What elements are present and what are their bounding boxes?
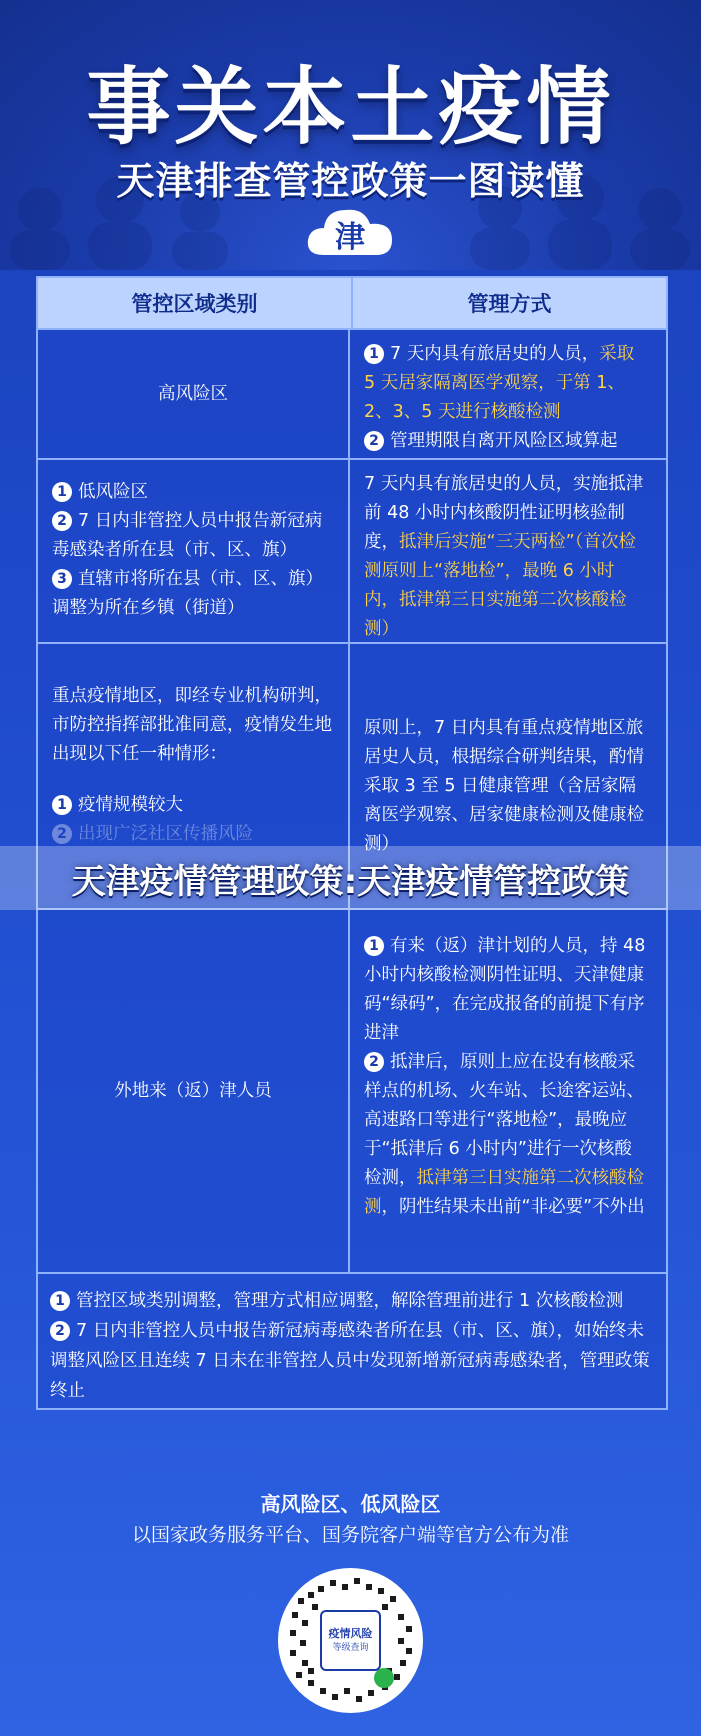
bottom-title: 高风险区、低风险区: [260, 1492, 441, 1516]
policy-table: [36, 276, 668, 1410]
page-title: 事关本土疫情: [86, 58, 615, 156]
qr-label-line2: 等级查询: [332, 1642, 369, 1653]
number-badge: 2: [52, 511, 72, 531]
row1-category: 高风险区: [38, 330, 350, 458]
row3-left-1: 疫情规模较大: [78, 795, 183, 815]
number-badge: 1: [364, 344, 384, 364]
header-area: [0, 0, 701, 270]
row4-method: [350, 910, 662, 1272]
row2-left-3: 直辖市将所在县（市、区、旗）调整为所在乡镇（街道）: [52, 569, 323, 618]
qr-code[interactable]: [278, 1568, 423, 1713]
overlay-banner: 天津疫情管理政策:天津疫情管控政策: [0, 846, 701, 910]
row4-text-2a: 抵津后，原则上应在设有核酸采样点的机场、火车站、长途客运站、高速路口等进行“落地检”，最晚应于“抵津后 6 小时内”进行一次核酸检测，: [364, 1052, 644, 1188]
number-badge: 2: [50, 1321, 70, 1341]
number-badge: 1: [52, 482, 72, 502]
table-header: [38, 278, 666, 328]
row3-left-2: 出现广泛社区传播风险: [78, 824, 253, 844]
row1-text-a: 7 天内具有旅居史的人员，: [390, 344, 600, 364]
number-badge: 1: [364, 936, 384, 956]
row2-method: [350, 460, 662, 642]
row1-text-b: 管理期限自离开风险区域算起: [390, 431, 618, 451]
table-row: [38, 908, 666, 1272]
table-footer-notes: [38, 1272, 666, 1408]
qr-center-label: [320, 1610, 381, 1671]
number-badge: 2: [364, 1052, 384, 1072]
row3-intro: 重点疫情地区，即经专业机构研判，市防控指挥部批准同意，疫情发生地出现以下任一种情形：: [52, 686, 332, 764]
table-row: [38, 328, 666, 458]
row2-category: [38, 460, 350, 642]
row1-method: [350, 330, 662, 458]
qr-label-line1: 疫情风险: [328, 1626, 373, 1640]
footer-note-1: 管控区域类别调整，管理方式相应调整，解除管理前进行 1 次核酸检测: [76, 1291, 624, 1311]
row2-left-1: 低风险区: [78, 482, 148, 502]
column-header-method: 管理方式: [351, 278, 666, 328]
page-subtitle: 天津排查管控政策一图读懂: [116, 159, 585, 203]
number-badge: 1: [50, 1291, 70, 1311]
logo-char: 津: [335, 220, 365, 255]
footer-note-2: 7 日内非管控人员中报告新冠病毒感染者所在县（市、区、旗），如始终未调整风险区且连续 7 日未在非管控人员中发现新增新冠病毒感染者，管理政策终止: [50, 1321, 650, 1401]
row4-highlight: 抵津第三日实施第二次核酸检测: [364, 1168, 644, 1217]
table-row: [38, 458, 666, 642]
column-header-category: 管控区域类别: [131, 292, 258, 316]
bottom-subtitle: 以国家政务服务平台、国务院客户端等官方公布为准: [131, 1524, 569, 1546]
row2-text: 7 天内具有旅居史的人员，实施抵津前 48 小时内核酸阴性证明核验制度，: [364, 474, 644, 552]
row1-highlight: 采取 5 天居家隔离医学观察，于第 1、2、3、5 天进行核酸检测: [364, 344, 635, 422]
row4-text-2b: ，阴性结果未出前“非必要”不外出: [381, 1197, 645, 1217]
row2-highlight: 抵津后实施“三天两检”（首次检测原则上“落地检”，最晚 6 小时内，抵津第三日实施第二次核酸检测）: [364, 532, 636, 639]
tianjin-cloud-logo: [304, 200, 396, 260]
row3-text: 原则上，7 日内具有重点疫情地区旅居史人员，根据综合研判结果，酌情采取 3 至 5 日健康管理（含居家隔离医学观察、居家健康检测及健康检测）: [364, 718, 644, 854]
row2-left-2: 7 日内非管控人员中报告新冠病毒感染者所在县（市、区、旗）: [52, 511, 323, 560]
number-badge: 2: [364, 431, 384, 451]
number-badge: 3: [52, 569, 72, 589]
number-badge: 2: [52, 824, 72, 844]
row4-text-1: 有来（返）津计划的人员，持 48 小时内核酸检测阴性证明、天津健康码“绿码”，在完成报备的前提下有序进津: [364, 936, 646, 1043]
number-badge: 1: [52, 795, 72, 815]
row4-category: 外地来（返）津人员: [38, 910, 350, 1272]
